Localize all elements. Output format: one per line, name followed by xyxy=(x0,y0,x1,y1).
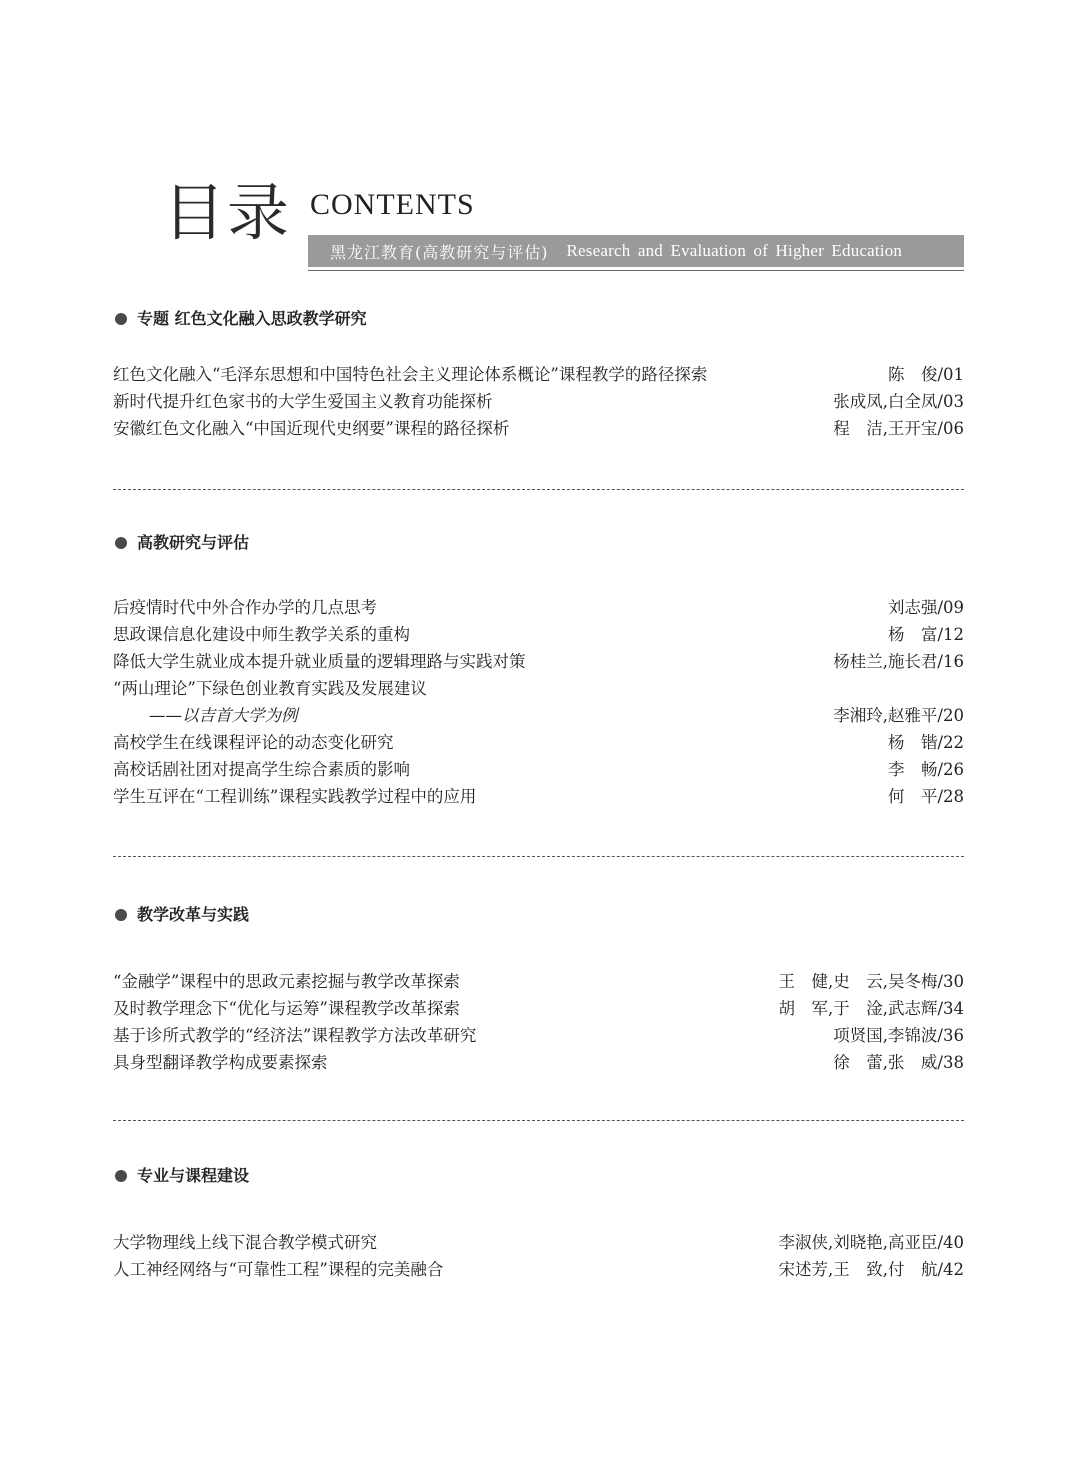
entry-list xyxy=(113,1229,964,1283)
entry-title: “两山理论”下绿色创业教育实践及发展建议 xyxy=(113,679,427,698)
toc-entry[interactable] xyxy=(113,675,964,702)
entry-title: 后疫情时代中外合作办学的几点思考 xyxy=(113,598,377,617)
section-divider xyxy=(113,856,964,857)
entry-title: 红色文化融入“毛泽东思想和中国特色社会主义理论体系概论”课程教学的路径探索 xyxy=(113,365,708,384)
toc-entry[interactable] xyxy=(113,1022,964,1049)
entry-title: 新时代提升红色家书的大学生爱国主义教育功能探析 xyxy=(113,392,493,411)
section-heading xyxy=(113,903,964,927)
entry-title: 学生互评在“工程训练”课程实践教学过程中的应用 xyxy=(113,787,477,806)
entry-title: 安徽红色文化融入“中国近现代史纲要”课程的路径探析 xyxy=(113,419,510,438)
entry-author-page: 刘志强/09 xyxy=(887,598,964,617)
journal-name-en: Research and Evaluation of Higher Education xyxy=(566,241,903,260)
toc-entry[interactable] xyxy=(113,648,964,675)
journal-name-cn: 黑龙江教育(高教研究与评估) xyxy=(330,242,549,262)
header-rule xyxy=(308,270,964,271)
bullet-icon xyxy=(115,537,127,549)
section-heading-text: 专题 红色文化融入思政教学研究 xyxy=(137,309,367,328)
toc-entry[interactable] xyxy=(113,756,964,783)
toc-entry[interactable] xyxy=(113,1229,964,1256)
entry-author-page: 李 畅/26 xyxy=(887,760,964,779)
entry-list xyxy=(113,361,964,442)
bullet-icon xyxy=(115,1170,127,1182)
entry-author-page: 杨 锴/22 xyxy=(887,733,964,752)
entry-title: 思政课信息化建设中师生教学关系的重构 xyxy=(113,625,410,644)
toc-entry[interactable] xyxy=(113,783,964,810)
entry-author-page: 项贤国,李锦波/36 xyxy=(833,1026,964,1045)
entry-subtitle: ——以吉首大学为例 xyxy=(149,706,298,725)
section-heading-text: 教学改革与实践 xyxy=(137,905,250,924)
section-heading xyxy=(113,531,964,555)
journal-banner xyxy=(308,235,964,267)
toc-entry-subtitle[interactable] xyxy=(113,702,964,729)
page-title-cn: 目录 xyxy=(163,176,292,249)
toc-entry[interactable] xyxy=(113,388,964,415)
entry-author-page: 杨桂兰,施长君/16 xyxy=(833,652,964,671)
toc-entry[interactable] xyxy=(113,621,964,648)
entry-author-page: 何 平/28 xyxy=(887,787,964,806)
section-heading-text: 专业与课程建设 xyxy=(137,1166,250,1185)
entry-title: 及时教学理念下“优化与运筹”课程教学改革探索 xyxy=(113,999,460,1018)
page-title-en: CONTENTS xyxy=(310,188,475,221)
toc-entry[interactable] xyxy=(113,1049,964,1076)
section-divider xyxy=(113,1120,964,1121)
toc-entry[interactable] xyxy=(113,415,964,442)
entry-title: 具身型翻译教学构成要素探索 xyxy=(113,1053,328,1072)
section-higher-ed-research xyxy=(113,531,964,806)
entry-author-page: 胡 军,于 淦,武志辉/34 xyxy=(778,999,964,1018)
section-teaching-reform xyxy=(113,903,964,1072)
entry-title: 高校话剧社团对提高学生综合素质的影响 xyxy=(113,760,410,779)
toc-entry[interactable] xyxy=(113,729,964,756)
entry-title: 人工神经网络与“可靠性工程”课程的完美融合 xyxy=(113,1260,444,1279)
entry-title: “金融学”课程中的思政元素挖掘与教学改革探索 xyxy=(113,972,460,991)
entry-list xyxy=(113,968,964,1076)
entry-author-page: 李湘玲,赵雅平/20 xyxy=(833,706,964,725)
section-heading xyxy=(113,1164,964,1188)
entry-author-page: 徐 蕾,张 威/38 xyxy=(833,1053,964,1072)
toc-entry[interactable] xyxy=(113,594,964,621)
entry-title: 基于诊所式教学的“经济法”课程教学方法改革研究 xyxy=(113,1026,477,1045)
toc-entry[interactable] xyxy=(113,995,964,1022)
toc-entry[interactable] xyxy=(113,968,964,995)
toc-entry[interactable] xyxy=(113,1256,964,1283)
section-special-topic xyxy=(113,307,964,438)
section-divider xyxy=(113,489,964,490)
entry-title: 高校学生在线课程评论的动态变化研究 xyxy=(113,733,394,752)
bullet-icon xyxy=(115,909,127,921)
entry-title: 大学物理线上线下混合教学模式研究 xyxy=(113,1233,377,1252)
section-heading-text: 高教研究与评估 xyxy=(137,533,250,552)
entry-list xyxy=(113,594,964,810)
section-heading xyxy=(113,307,964,331)
section-program-course-building xyxy=(113,1164,964,1279)
toc-entry[interactable] xyxy=(113,361,964,388)
entry-author-page: 张成凤,白全凤/03 xyxy=(833,392,964,411)
entry-author-page: 杨 富/12 xyxy=(887,625,964,644)
entry-author-page: 程 洁,王开宝/06 xyxy=(833,419,964,438)
bullet-icon xyxy=(115,313,127,325)
entry-author-page: 李淑侠,刘晓艳,高亚臣/40 xyxy=(778,1233,964,1252)
entry-author-page: 宋述芳,王 致,付 航/42 xyxy=(778,1260,964,1279)
entry-author-page: 王 健,史 云,吴冬梅/30 xyxy=(778,972,964,991)
entry-title: 降低大学生就业成本提升就业质量的逻辑理路与实践对策 xyxy=(113,652,526,671)
entry-author-page: 陈 俊/01 xyxy=(887,365,964,384)
